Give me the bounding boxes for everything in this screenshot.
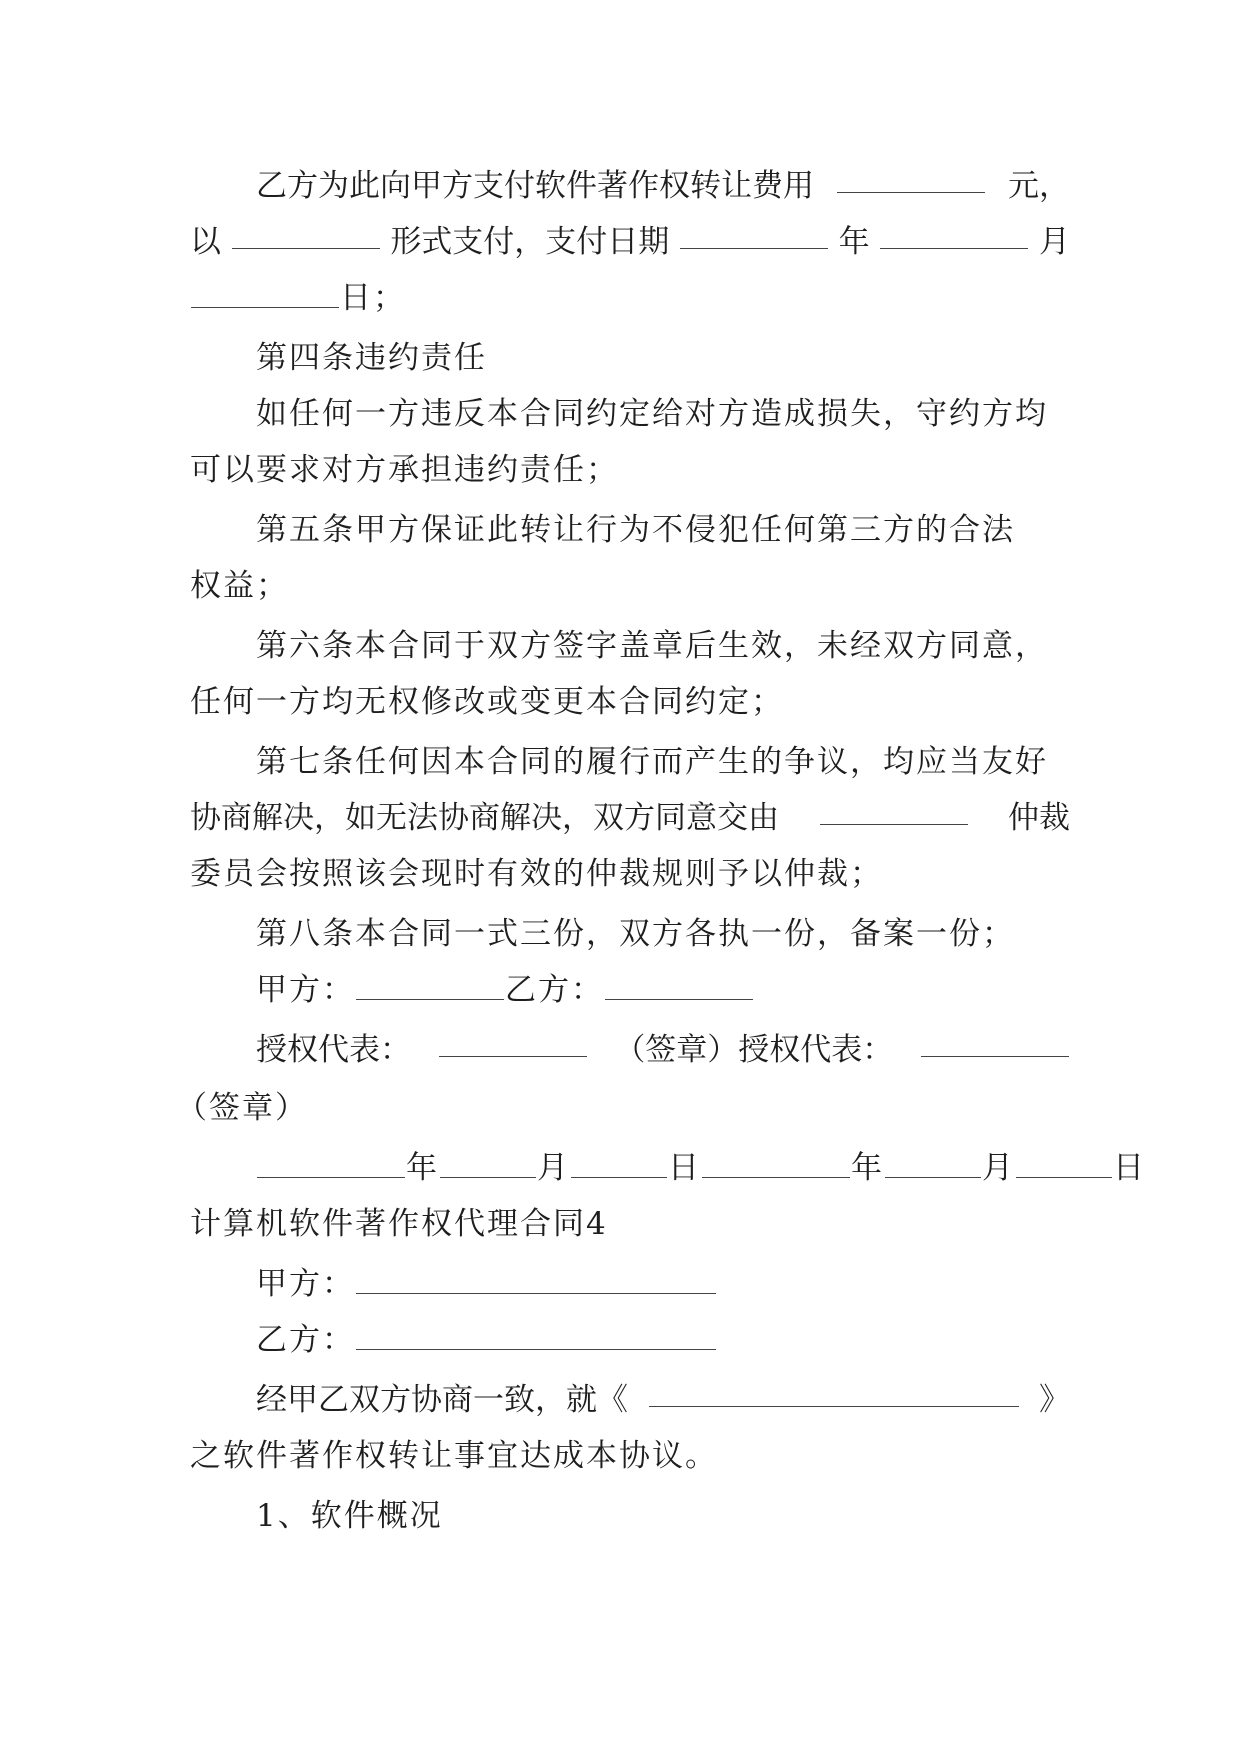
text-segment: 月	[537, 1150, 570, 1186]
party-a-label: 甲方：	[256, 1266, 355, 1302]
text-segment: 形式支付，支付日期	[390, 224, 670, 260]
text-segment: 协商解决，如无法协商解决，双方同意交由	[190, 800, 779, 836]
party-b-label: 乙方：	[256, 1322, 355, 1358]
party-a-name-blank	[356, 1267, 716, 1294]
party-b-label: 乙方：	[505, 972, 604, 1008]
arbitration-commission-blank	[820, 798, 968, 825]
text-segment: 日；	[340, 280, 406, 316]
date-b-month-blank	[885, 1151, 981, 1178]
article-8-text: 第八条本合同一式三份，双方各执一份，备案一份；	[256, 916, 1015, 952]
article-5-text-1: 第五条甲方保证此转让行为不侵犯任何第三方的合法	[256, 512, 1015, 548]
date-line	[256, 1148, 1146, 1188]
text-segment: 年	[406, 1150, 439, 1186]
text-segment: 年	[838, 224, 870, 260]
date-a-month-blank	[440, 1151, 536, 1178]
article-6-text-2: 任何一方均无权修改或变更本合同约定；	[190, 684, 784, 720]
representative-line	[256, 1030, 1070, 1070]
date-b-year-blank	[702, 1151, 850, 1178]
text-segment: 月	[1038, 224, 1070, 260]
article-4-text-1: 如任何一方违反本合同约定给对方造成损失，守约方均	[256, 396, 1048, 432]
party-b-name-blank	[356, 1323, 716, 1350]
text-segment: 》	[1039, 1382, 1070, 1418]
agreement-intro-line-1	[256, 1380, 1070, 1420]
party-a-label: 甲方：	[256, 972, 355, 1008]
article-7-text-3: 委员会按照该会现时有效的仲裁规则予以仲裁；	[190, 856, 883, 892]
seal-line: （签章）	[176, 1090, 308, 1126]
party-signature-line	[256, 970, 1070, 1010]
payment-clause-line-2	[190, 222, 1070, 262]
text-segment: 仲裁	[1008, 800, 1070, 836]
text-segment: 日	[668, 1150, 701, 1186]
article-6-text-1: 第六条本合同于双方签字盖章后生效，未经双方同意，	[256, 628, 1048, 664]
text-segment: 乙方为此向甲方支付软件著作权转让费用	[256, 168, 814, 204]
representative-a-blank	[439, 1030, 587, 1057]
date-a-year-blank	[257, 1151, 405, 1178]
payment-year-blank	[680, 222, 828, 249]
article-4-text-2: 可以要求对方承担违约责任；	[190, 452, 619, 488]
party-b-blank	[605, 973, 753, 1000]
payment-month-blank	[880, 222, 1028, 249]
article-7-text-2	[190, 798, 1070, 838]
date-b-day-blank	[1016, 1151, 1112, 1178]
article-5-text-2: 权益；	[190, 568, 289, 604]
agreement-intro-line-2: 之软件著作权转让事宜达成本协议。	[190, 1438, 718, 1474]
date-a-day-blank	[571, 1151, 667, 1178]
article-7-text-1: 第七条任何因本合同的履行而产生的争议，均应当友好	[256, 744, 1048, 780]
party-a-blank	[356, 973, 504, 1000]
seal-and-representative-label: （签章）授权代表：	[614, 1032, 894, 1068]
contract-title: 计算机软件著作权代理合同4	[190, 1206, 608, 1242]
fee-amount-blank	[837, 166, 985, 193]
payment-day-blank	[191, 281, 339, 308]
article-4-heading: 第四条违约责任	[256, 340, 487, 376]
party-b-line	[256, 1320, 1070, 1360]
text-segment: 月	[982, 1150, 1015, 1186]
representative-label: 授权代表：	[256, 1032, 411, 1068]
payment-clause-line-1	[256, 166, 1070, 206]
payment-form-blank	[232, 222, 380, 249]
party-a-line	[256, 1264, 1070, 1304]
text-segment: 元，	[1008, 168, 1070, 204]
payment-clause-line-3	[190, 278, 1070, 318]
text-segment: 以	[190, 224, 221, 260]
section-1-heading: 1、软件概况	[256, 1498, 443, 1534]
representative-b-blank	[921, 1030, 1069, 1057]
software-name-blank	[649, 1380, 1019, 1407]
text-segment: 经甲乙双方协商一致，就《	[256, 1382, 628, 1418]
text-segment: 年	[851, 1150, 884, 1186]
text-segment: 日	[1113, 1150, 1146, 1186]
